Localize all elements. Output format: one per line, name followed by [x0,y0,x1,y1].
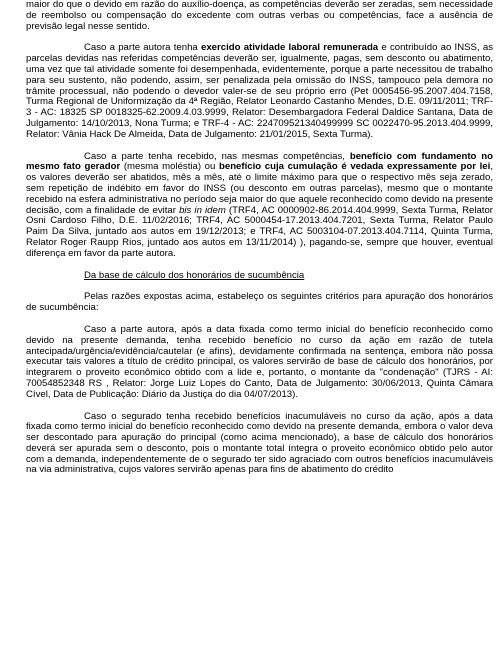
paragraph-tutela-antecipada [26,325,493,401]
paragraph-beneficios-inacumulaveis [26,412,493,477]
paragraph-text: Caso a parte autora tenha [84,42,201,54]
paragraph-text: , os valores deverão ser abatidos, mês a mês, até o limite máximo para que o respectivo mês seja zerado, sem repetição de indébito em favor do INSS (ou desconto em outras parcelas), mesmo que o montante recebido na esfera administrativa no período seja maior do que aquele reconhecido como devido na presente decisão, com a finalidade de evitar [26,161,493,216]
paragraph-gap [26,260,493,271]
paragraph-auxilio-doenca [26,0,493,32]
paragraph-text: (TRF4, AC 0000902-86.2014.404.9999, Sexta Turma, Relator Osni Cardoso Filho, D.E. 11/02/2016; TRF4, AC 5000454-17.2013.404.7201, Sexta Turma, Relator Paulo Paim Da Silva, juntado aos autos em 19/12/2013; e TRF4, AC 5003104-07.2013.404.7114, Quinta Turma, Relator Roger Raupp Rios, juntado aos autos em 13/11/2014) ), pagando-se, sempre que houver, eventual diferença em favor da parte autora. [26,204,493,259]
paragraph-atividade-laboral [26,43,493,140]
paragraph-text: e contribuído ao INSS, as parcelas devidas nas referidas competências deverão ser, igualmente, pagas, sem desconto ou abatimento, uma vez que tal atividade somente foi desempenhada, evidentemente, porque a parte necessitou de trabalho para seu sustento, não podendo, assim, ser penalizada pela omissão do INSS, tampouco pela demora no trâmite processual, não podendo o devedor valer-se de seu próprio erro (Pet 0005456-95.2007.404.7158, Turma Regional de Uniformização da 4ª Região, Relator Leonardo Castanho Mendes, D.E. 09/11/2011; TRF-3 - AC: 18325 SP 0018325-62.2009.4.03.9999, Relator: Desembargadora Federal Daldice Santana, Data de Julgamento: 14/10/2013, Nona Turma; e TRF-4 - AC: 224709521340499999 SC 0022470-95.2013.404.9999, Relator: Vânia Hack De Almeida, Data de Julgamento: 21/01/2015, Sexta Turma). [26,42,493,140]
section-heading: Da base de cálculo dos honorários de sucumbência [84,269,305,281]
paragraph-text: Caso a parte autora, após a data fixada como termo inicial do benefício reconhecido como devido na presente demanda, tenha recebido benefício no curso da ação em razão de tutela antecipada/urgência/evidência/cautelar (e afins), devidamente confirmada na sentença, embora não possa executar tais valores a título de crédito principal, os valores servirão de base de cálculo dos honorários, por integrarem o proveito econômico obtido com a lide e, portanto, o montante da "condenação" (TJRS - AI: 70054852348 RS , Relator: Jorge Luiz Lopes do Canto, Data de Julgamento: 30/06/2013, Quinta Câmara Cível, Data de Publicação: Diário da Justiça do dia 04/07/2013). [26,323,493,400]
paragraph-beneficio-mesmo-fato [26,152,493,260]
paragraph-criterios [26,292,493,314]
bold-text: benefício com fundamento no mesmo fato gerador [26,150,493,173]
paragraph-text: Caso a parte tenha recebido, nas mesmas competências, [84,150,350,162]
paragraph-text: Pelas razões expostas acima, estabeleço os seguintes critérios para apuração dos honorários de sucumbência: [26,291,493,314]
paragraph-text: maior do que o devido em razão do auxílio-doença, as competências deverão ser zeradas, sem necessidade de reembolso ou compensação do excedente com outras verbas ou competências, face a ausência de previsão legal nesse sentido. [26,0,493,32]
paragraph-text: (mesma moléstia) ou [120,161,219,173]
bold-text: benefício cuja cumulação é vedada expressamente por lei [219,161,491,173]
paragraph-text: Caso o segurado tenha recebido benefícios inacumuláveis no curso da ação, após a data fixada como termo inicial do benefício reconhecido como devido na presente demanda, embora o valor deva ser descontado para apuração do principal (como acima mencionado), a base de cálculo dos honorários deverá ser apurada sem o desconto, pois o montante total íntegra o proveito econômico obtido pelo autor com a demanda, independentemente de o segurado ter sido agraciado com outros benefícios inacumuláveis na via administrativa, cujos valores servirão apenas para fins de abatimento do crédito [26,410,493,476]
bold-text: exercido atividade laboral remunerada [201,42,379,54]
italic-text: bis in idem [179,204,226,216]
